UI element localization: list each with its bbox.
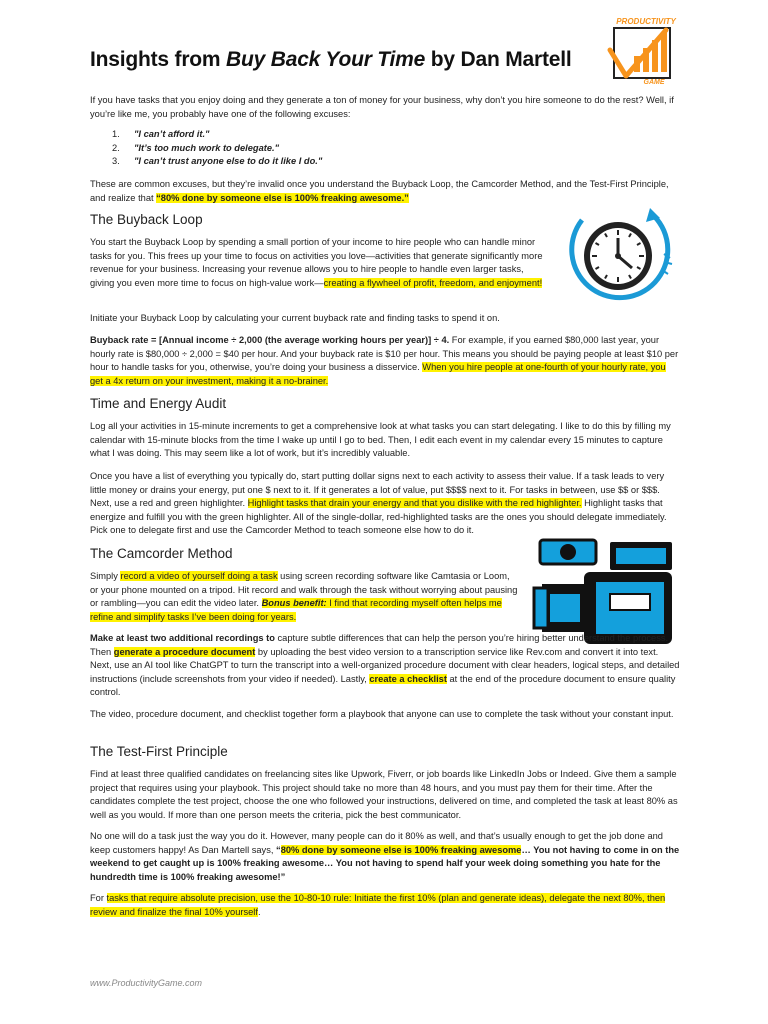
list-item: 3. "I can’t trust anyone else to do it like I do." <box>112 156 323 167</box>
test-first-paragraph-3: For tasks that require absolute precision, use the 10-80-10 rule: Initiate the first 10% (plan and generate ideas), delegate the next 80%, then review and finalize the final 10% yourself. <box>90 893 666 917</box>
footer-url: www.ProductivityGame.com <box>90 978 203 988</box>
test-first-paragraph-2: No one will do a task just the way you do it. However, many people can do it 80% as well, and that’s usually enough to get the job done and keep customers happy! As Dan Martell says, “80% done by someone else is 100% freaking awesome… You not having to come in on the weekend to get caught up is 100% freaking awesome… You not having to spend half your week doing something you hate for the hundredth time is 100% freaking awesome!” <box>90 831 680 882</box>
highlight: Highlight tasks that drain your energy and that you dislike with the red highlighter. <box>247 498 582 509</box>
highlight: generate a procedure document <box>113 646 256 657</box>
highlight: “80% done by someone else is 100% freaking awesome.” <box>156 192 409 203</box>
highlight: record a video of yourself doing a task <box>120 571 278 581</box>
section-heading-audit: Time and Energy Audit <box>90 396 227 411</box>
highlight: create a checklist <box>369 673 447 684</box>
highlight: Bonus benefit: I find that recording myself often helps me refine and simplify tasks I’ve been doing for years. <box>90 598 502 622</box>
camcorder-paragraph-1: Simply record a video of yourself doing a task using screen recording software like Camtasia or Loom, or your phone mounted on a tripod. Hit record and walk through the task without worrying about pausing or rambling—you can edit the video later. Bonus benefit: I find that recording myself often helps me refine and simplify tasks I’ve been doing for years. <box>90 571 518 622</box>
audit-paragraph-1: Log all your activities in 15-minute increments to get a comprehensive look at what tasks you can start delegating. I like to do this by filling my calendar with 15-minute blocks from the time I wake up until I go to bed. Then, I edit each event in my calendar every 15 minutes to capture what I was doing. This may seem like a lot of work, but it’s incredibly valuable. <box>90 421 671 459</box>
list-item: 1. "I can’t afford it." <box>112 129 210 139</box>
excuses-list <box>90 128 680 169</box>
highlight: 80% done by someone else is 100% freaking awesome <box>280 844 522 855</box>
buyback-paragraph-3: Buyback rate = [Annual income ÷ 2,000 (the average working hours per year)] ÷ 4. For example, if you earned $80,000 last year, your hourly rate is $80,000 ÷ 2,000 = $40 per hour. And your buyback rate is $10 per hour. This means you should be paying people at least $10 per hour to handle tasks for you, otherwise, you’re doing your business a disservice. When you hire people at one-fourth of your hourly rate, you get a 4x return on your investment, making it a no-brainer. <box>90 335 679 386</box>
camcorder-paragraph-2: Make at least two additional recordings to capture subtle differences that can help the person you’re hiring better understand the process. Then generate a procedure document by uploading the best video version to a transcription service like Rev.com and convert it into text. Next, use an AI tool like ChatGPT to turn the transcript into a well-organized procedure document with clear headers, logical steps, and detailed instructions (include screenshots from your video if needed). Lastly, create a checklist at the end of the procedure document to ensure quality control. <box>90 633 680 698</box>
section-heading-buyback: The Buyback Loop <box>90 212 203 227</box>
highlight: tasks that require absolute precision, use the 10-80-10 rule: Initiate the first 10% (plan and generate ideas), delegate the next 80%, then review and finalize the final 10% yourself <box>90 893 666 917</box>
section-heading-camcorder: The Camcorder Method <box>90 546 233 561</box>
highlight: creating a flywheel of profit, freedom, and enjoyment! <box>323 277 543 288</box>
list-item: 2. "It’s too much work to delegate." <box>112 142 280 153</box>
productivity-game-logo <box>606 14 686 86</box>
clock-illustration <box>560 198 678 308</box>
audit-paragraph-2: Once you have a list of everything you typically do, start putting dollar signs next to each activity to assess their value. If a task leads to very little money or drains your energy, put one $ next to it. If it generates a lot of value, put $$$$ next to it. For tasks in between, use $$ or $$$. Next, use a red and green highlighter. Highlight tasks that drain your energy and that you dislike with the red highlighter. Highlight tasks that energize and fulfill you with the green highlighter. All of the single-dollar, red-highlighted tasks are the ones you should delegate immediately. Pick one to delegate first and use the Camcorder Method to teach someone else how to do it. <box>90 471 667 536</box>
logo-text-bottom: GAME <box>643 79 665 86</box>
highlight: When you hire people at one-fourth of your hourly rate, you get a 4x return on your investment, making it a no-brainer. <box>90 362 666 386</box>
logo-text-top: PRODUCTIVITY <box>616 17 676 26</box>
intro-paragraph: If you have tasks that you enjoy doing and they generate a ton of money for your business, why don’t you hire someone to do the rest? Well, if you’re like me, you probably have one of the following excuses: <box>90 95 674 119</box>
test-first-paragraph-1: Find at least three qualified candidates on freelancing sites like Upwork, Fiverr, or job boards like LinkedIn Jobs or Indeed. Give them a sample project that requires using your playbook. This project should take no more than 48 hours, and you must pay them for their time. After the candidates complete the test project, choose the one who followed your instructions, delivered on time, and completed the task at least 80% as well as you would. If more than one person meets the criteria, pick the best communicator. <box>90 769 678 820</box>
buyback-paragraph-1: You start the Buyback Loop by spending a small portion of your income to hire people who can handle minor tasks for you. This frees up your time to focus on activities you love—activities that generate significantly more revenue for your business. Increasing your revenue allows you to hire people to handle even larger tasks, giving you even more time to focus on high-value work—creating a flywheel of profit, freedom, and enjoyment! <box>90 237 543 288</box>
buyback-paragraph-2: Initiate your Buyback Loop by calculating your current buyback rate and finding tasks to spend it on. <box>90 313 500 323</box>
page-title: Insights from Buy Back Your Time by Dan Martell <box>90 48 572 71</box>
excuses-conclusion: These are common excuses, but they’re invalid once you understand the Buyback Loop, the Camcorder Method, and the Test-First Principle, and realize that “80% done by someone else is 100% freaking awesome.” <box>90 179 669 203</box>
section-heading-test-first: The Test-First Principle <box>90 744 228 759</box>
camcorder-paragraph-3: The video, procedure document, and checklist together form a playbook that anyone can use to complete the task without your constant input. <box>90 709 674 719</box>
